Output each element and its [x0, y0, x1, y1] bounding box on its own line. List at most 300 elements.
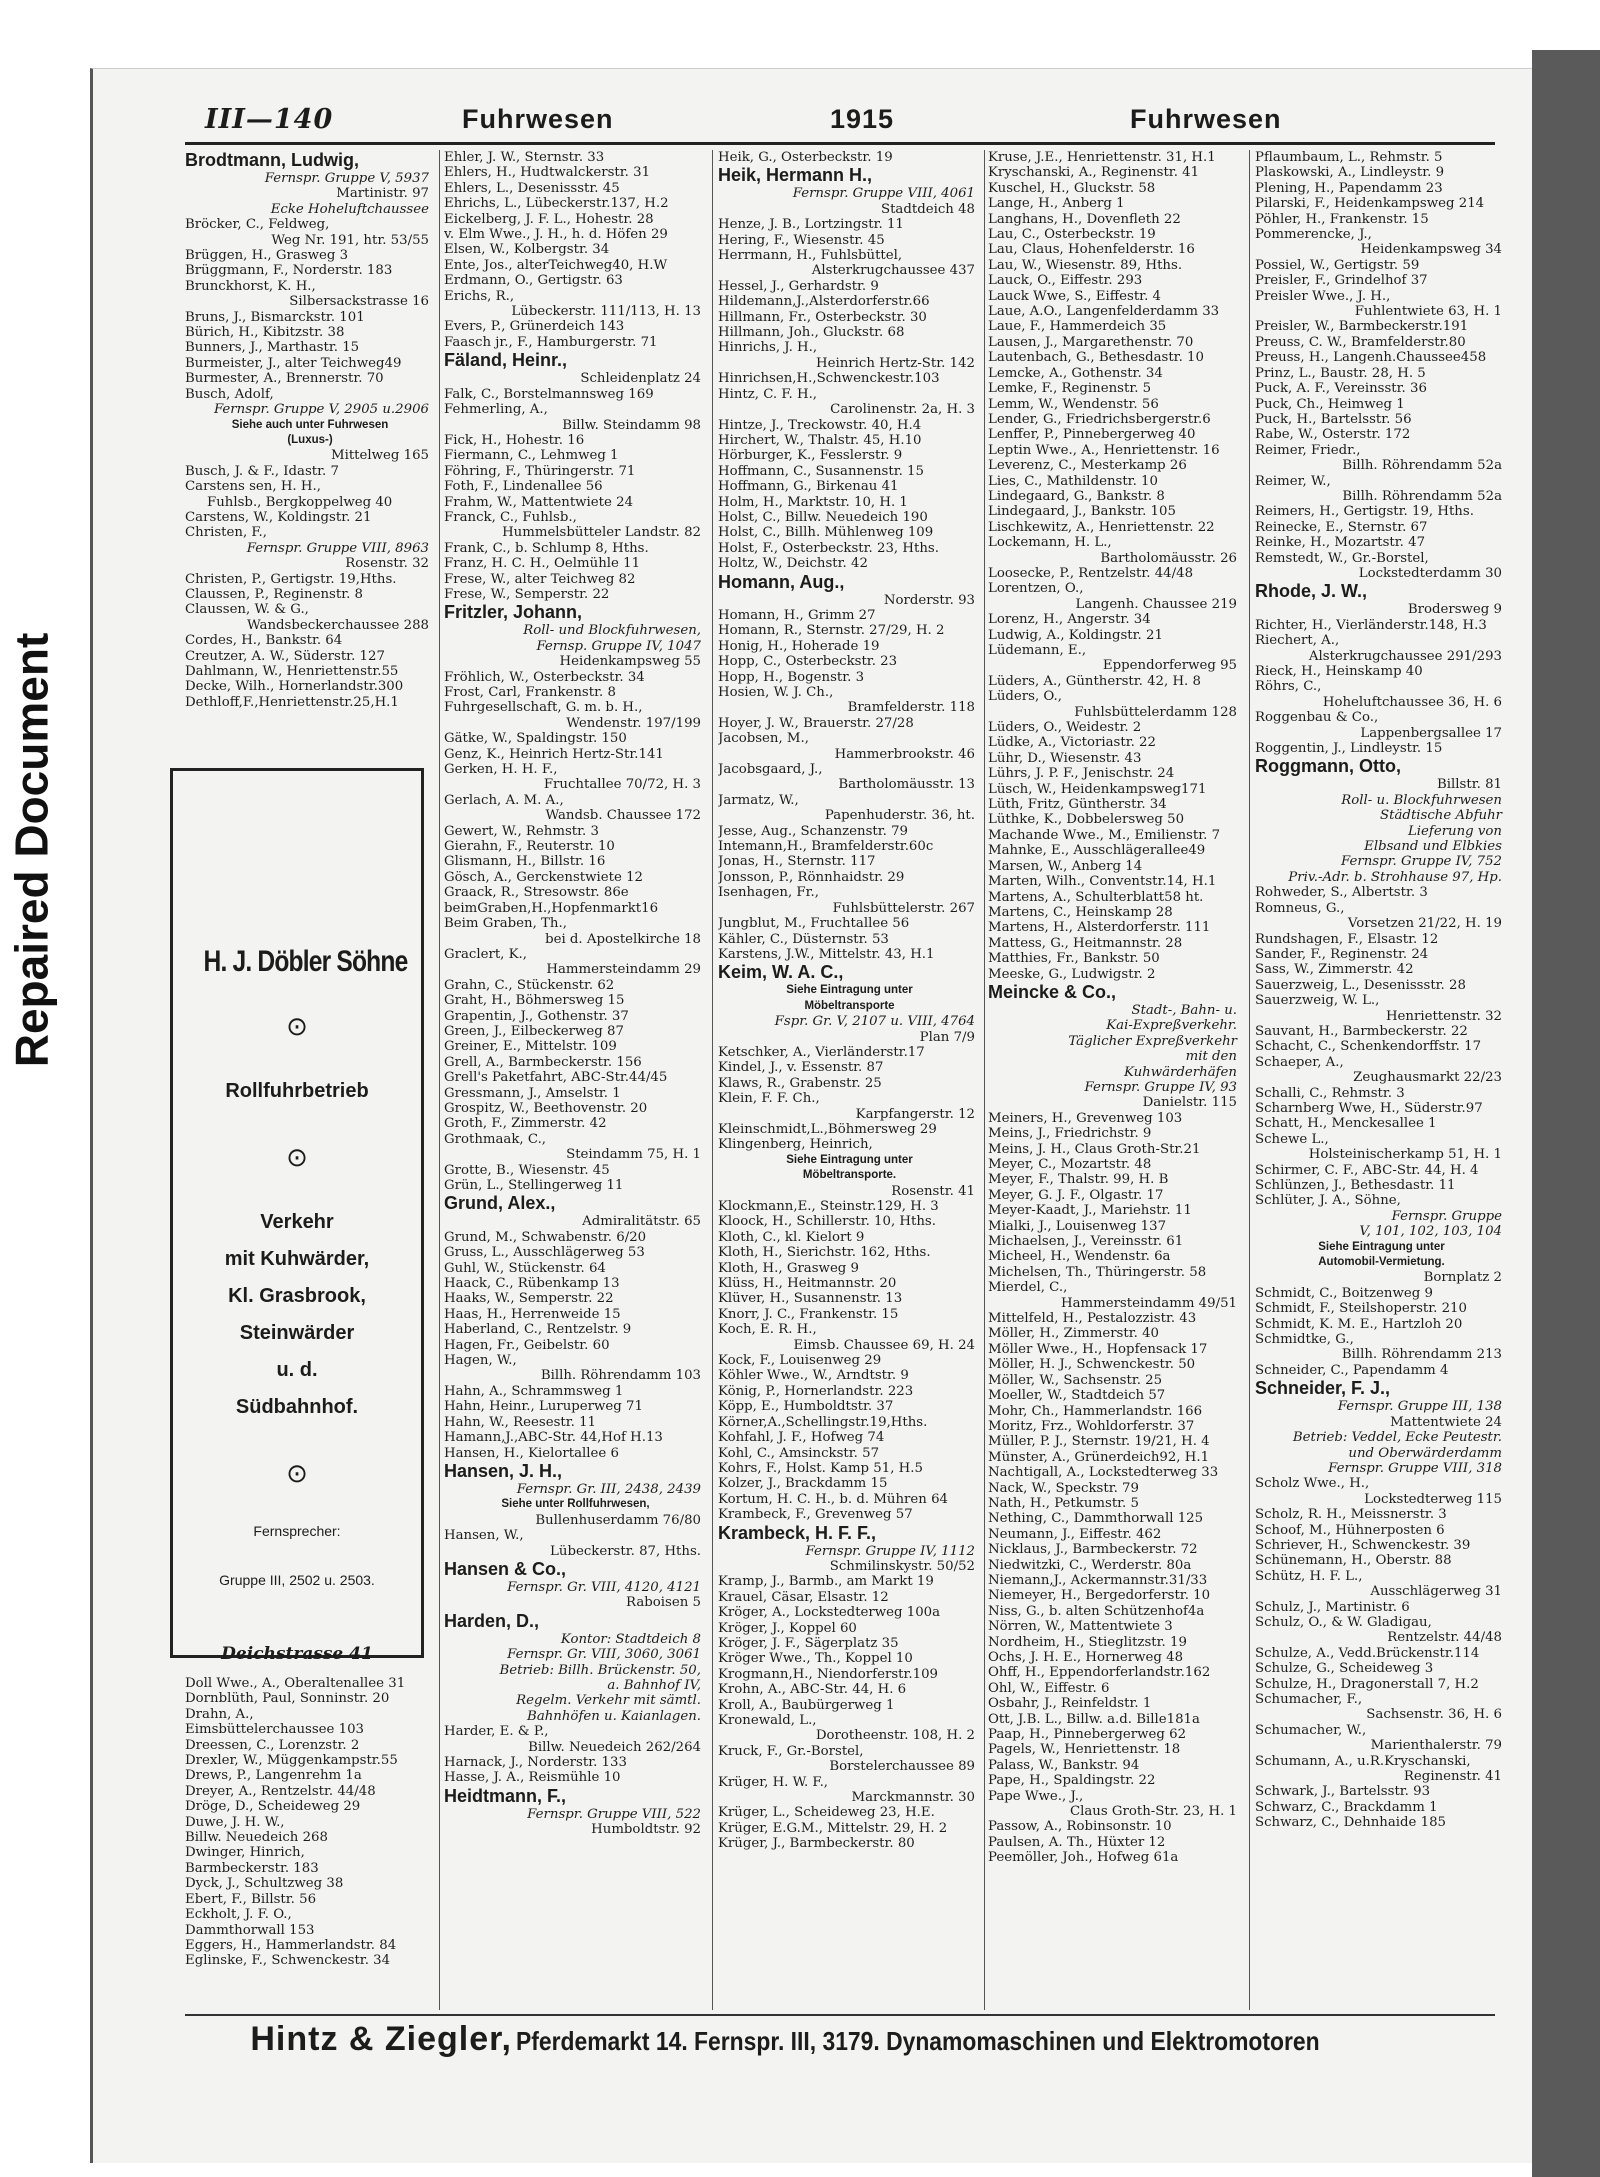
directory-line: Zeughausmarkt 22/23 [1353, 1070, 1502, 1086]
directory-line: Brüggen, H., Grasweg 3 [185, 248, 349, 264]
directory-line: Reginenstr. 41 [1403, 1769, 1502, 1785]
directory-line: Schwarz, C., Brackdamm 1 [1255, 1799, 1438, 1815]
directory-line: Holsteinischerkamp 51, H. 1 [1308, 1147, 1502, 1163]
directory-line: Haberland, C., Rentzelstr. 9 [444, 1322, 632, 1338]
ad-line: mit Kuhwärder, [224, 1248, 370, 1270]
directory-line: Reimer, W., [1255, 473, 1331, 489]
directory-line: Schumacher, W., [1255, 1722, 1367, 1738]
directory-line: Kryschanski, A., Reginenstr. 41 [988, 165, 1200, 181]
directory-line: Lüdemann, E., [988, 643, 1087, 658]
directory-line: Hahn, Heinr., Luruperweg 71 [444, 1399, 643, 1415]
directory-line: Eickelberg, J. F. L., Hohestr. 28 [444, 211, 654, 227]
directory-line: Fuhlsb., Bergkoppelweg 40 [207, 494, 393, 510]
directory-line: Hörburger, K., Fesslerstr. 9 [718, 448, 903, 464]
ornament-icon: ⊙ [286, 1011, 308, 1041]
directory-line: Fernspr. Gruppe III, 138 [1337, 1399, 1502, 1415]
directory-line: Rosenstr. 41 [891, 1183, 975, 1199]
directory-line: Krogmann,H., Niendorferstr.109 [718, 1666, 938, 1682]
entry-heading: Rhode, J. W., [1255, 581, 1368, 602]
directory-line: Schoof, M., Hühnerposten 6 [1255, 1522, 1445, 1538]
directory-line: Fuhrgesellschaft, G. m. b. H., [444, 700, 643, 716]
column-divider [439, 150, 440, 2010]
directory-line: Dethloff,F.,Henriettenstr.25,H.1 [185, 694, 399, 710]
directory-line: Krüger, L., Scheideweg 23, H.E. [718, 1805, 935, 1821]
directory-line: Mahnke, E., Ausschlägerallee49 [988, 843, 1206, 859]
directory-line: Hansen, W., [444, 1528, 524, 1544]
directory-line: Meyer, F., Thalstr. 99, H. B [988, 1172, 1169, 1188]
directory-line: Gierahn, F., Reuterstr. 10 [444, 839, 615, 855]
directory-line: Neumann, J., Eiffestr. 462 [988, 1526, 1162, 1542]
directory-line: Marckmannstr. 30 [851, 1790, 975, 1806]
directory-line: Klüss, H., Heitmannstr. 20 [718, 1276, 897, 1292]
directory-line: Reinecke, E., Sternstr. 67 [1255, 519, 1428, 535]
directory-line: Osbahr, J., Reinfeldstr. 1 [988, 1696, 1152, 1712]
ad-line: Steinwärder [239, 1322, 355, 1344]
directory-line: Ketschker, A., Vierländerstr.17 [718, 1044, 925, 1060]
directory-line: Alsterkrugchaussee 291/293 [1308, 648, 1502, 664]
directory-line: Schumann, A., u.R.Kryschanski, [1255, 1753, 1471, 1769]
directory-line: Hoheluftchaussee 36, H. 6 [1322, 694, 1502, 710]
directory-line: Schlünzen, J., Bethesdastr. 11 [1255, 1178, 1456, 1193]
directory-line: Schmidt, K. M. E., Hartzloh 20 [1255, 1316, 1463, 1332]
directory-line: Holst, C., Billh. Mühlenweg 109 [718, 525, 934, 541]
directory-line: Kruse, J.E., Henriettenstr. 31, H.1 [988, 150, 1216, 165]
directory-line: Plan 7/9 [919, 1029, 975, 1045]
directory-line: Fernspr. Gruppe IV, 752 [1341, 854, 1502, 870]
directory-line: Hillmann, Joh., Gluckstr. 68 [718, 325, 905, 341]
directory-line: Nath, H., Petkumstr. 5 [988, 1495, 1139, 1511]
directory-line: Wendenstr. 197/199 [566, 715, 701, 731]
directory-line: Lau, C., Osterbeckstr. 19 [988, 227, 1156, 243]
directory-line: Ehlers, L., Desenissstr. 45 [444, 180, 620, 196]
directory-line: Kortum, H. C. H., b. d. Mühren 64 [718, 1491, 948, 1507]
directory-line: Weg Nr. 191, htr. 53/55 [271, 232, 429, 248]
directory-line: Meyer-Kaadt, J., Mariehstr. 11 [988, 1203, 1192, 1219]
directory-line: Lübeckerstr. 87, Hths. [550, 1543, 701, 1559]
page-edge-gap [1500, 0, 1600, 50]
directory-line: mit den [1185, 1049, 1237, 1065]
directory-line: Leptin Wwe., A., Henriettenstr. 16 [988, 442, 1220, 458]
directory-line: (Luxus-) [287, 433, 333, 446]
directory-line: Carolinenstr. 2a, H. 3 [830, 402, 975, 418]
directory-line: Mittelfeld, H., Pestalozzistr. 43 [988, 1311, 1197, 1327]
directory-line: Hummelsbütteler Landstr. 82 [502, 525, 701, 541]
directory-line: Schwarz, C., Dehnhaide 185 [1255, 1815, 1447, 1831]
directory-line: Paap, H., Pinnebergerweg 62 [988, 1727, 1187, 1743]
directory-line: Jonas, H., Sternstr. 117 [718, 854, 876, 870]
column-divider [984, 150, 985, 2010]
directory-line: Hessel, J., Gerhardstr. 9 [718, 278, 879, 294]
directory-line: Kohl, C., Amsinckstr. 57 [718, 1445, 880, 1461]
directory-line: Mierdel, C., [988, 1280, 1068, 1296]
directory-line: Köpp, E., Humboldtstr. 37 [718, 1399, 894, 1415]
directory-line: Pagels, W., Henriettenstr. 18 [988, 1742, 1181, 1758]
directory-line: Fernspr. Gruppe VIII, 522 [527, 1806, 701, 1822]
directory-line: Ebert, F., Billstr. 56 [185, 1891, 317, 1907]
directory-line: Holst, F., Osterbeckstr. 23, Hths. [718, 540, 939, 556]
directory-line: Fruchtallee 70/72, H. 3 [543, 777, 701, 793]
directory-line: Grapentin, J., Gothenstr. 37 [444, 1008, 629, 1024]
directory-line: Nething, C., Dammthorwall 125 [988, 1511, 1204, 1527]
directory-line: Admiralitätstr. 65 [582, 1214, 701, 1230]
directory-line: Schumacher, F., [1255, 1692, 1363, 1707]
directory-line: Erichs, R., [444, 288, 515, 304]
directory-line: Heidenkampsweg 55 [559, 654, 701, 670]
directory-line: Barmbeckerstr. 183 [185, 1860, 319, 1876]
directory-line: Kröger, A., Lockstedterweg 100a [718, 1605, 941, 1621]
footer-advertisement [185, 2020, 1495, 2070]
directory-line: Frese, W., alter Teichweg 82 [444, 571, 636, 587]
directory-line: bei d. Apostelkirche 18 [545, 931, 701, 947]
directory-line: Hoffmann, C., Susannenstr. 15 [718, 463, 924, 479]
directory-line: Bornplatz 2 [1423, 1270, 1502, 1286]
ad-service: Rollfuhrbetrieb [225, 1080, 369, 1102]
directory-line: Fehmerling, A., [444, 402, 548, 418]
directory-line: Richter, H., Vierländerstr.148, H.3 [1255, 617, 1487, 633]
directory-line: a. Bahnhof IV, [607, 1677, 701, 1693]
directory-line: Fiermann, C., Lehmweg 1 [444, 448, 619, 464]
directory-line: Pöhler, H., Frankenstr. 15 [1255, 211, 1429, 227]
directory-line: Fernspr. Gruppe V, 5937 [264, 171, 429, 186]
directory-line: Bartholomäusstr. 13 [838, 777, 975, 793]
directory-line: Hintze, J., Treckowstr. 40, H.4 [718, 417, 922, 433]
directory-line: Kramp, J., Barmb., am Markt 19 [718, 1574, 934, 1590]
entry-heading: Homann, Aug., [718, 571, 845, 592]
footer-text: Pferdemarkt 14. Fernspr. III, 3179. Dynamomaschinen und Elektromotoren [516, 2026, 1321, 2056]
entry-heading: Keim, W. A. C., [718, 962, 844, 983]
directory-line: Dyck, J., Schultzweg 38 [185, 1876, 344, 1892]
directory-line: Karstens, J.W., Mittelstr. 43, H.1 [718, 946, 935, 962]
directory-line: Glismann, H., Billstr. 16 [444, 854, 606, 870]
footer-rule [185, 2014, 1495, 2016]
directory-line: Lau, Claus, Hohenfelderstr. 16 [988, 242, 1195, 258]
directory-line: Bartholomäusstr. 26 [1100, 550, 1237, 566]
directory-line: Langhans, H., Dovenfleth 22 [988, 211, 1181, 227]
directory-line: Betrieb: Billh. Brückenstr. 50, [499, 1662, 701, 1678]
directory-line: Mattentwiete 24 [1390, 1414, 1502, 1430]
directory-line: Schütz, H. F. L., [1255, 1568, 1363, 1584]
directory-line: Foth, F., Lindenallee 56 [444, 479, 603, 495]
directory-line: Lüders, O., Weidestr. 2 [988, 720, 1142, 736]
entry-heading: Hansen & Co., [444, 1558, 567, 1579]
directory-line: Martens, C., Heinskamp 28 [988, 904, 1173, 920]
directory-line: Michaelsen, J., Vereinsstr. 61 [988, 1234, 1184, 1250]
directory-line: Drexler, W., Müggenkampstr.55 [185, 1753, 398, 1769]
directory-line: Heik, G., Osterbeckstr. 19 [718, 150, 893, 165]
directory-line: Drews, P., Langenrehm 1a [185, 1768, 362, 1784]
directory-line: Bröcker, C., Feldweg, [185, 217, 330, 233]
directory-line: Fernspr. Gruppe VIII, 318 [1328, 1460, 1502, 1476]
directory-line: Bruns, J., Bismarckstr. 101 [185, 309, 365, 325]
directory-line: Remstedt, W., Gr.-Borstel, [1255, 550, 1429, 566]
directory-line: Schulz, J., Martinistr. 6 [1255, 1599, 1410, 1615]
directory-line: Moritz, Frz., Wohldorferstr. 37 [988, 1418, 1195, 1434]
directory-line: Guhl, W., Stückenstr. 64 [444, 1260, 606, 1276]
directory-line: Humboldtstr. 92 [591, 1822, 701, 1838]
directory-line: Graht, H., Böhmersweg 15 [444, 993, 625, 1009]
directory-line: Fuhlentwiete 63, H. 1 [1354, 304, 1502, 320]
ad-firm-name: H. J. Döbler Söhne [203, 945, 408, 978]
ornament-icon: ⊙ [286, 1458, 308, 1488]
directory-line: Klein, F. F. Ch., [718, 1091, 820, 1107]
directory-line: Ehlers, H., Hudtwalckerstr. 31 [444, 165, 651, 181]
directory-line: Grell, A., Barmbeckerstr. 156 [444, 1054, 642, 1070]
directory-line: Niemann,J., Ackermannstr.31/33 [988, 1572, 1208, 1588]
directory-line: Meyer, G. J. F., Olgastr. 17 [988, 1187, 1164, 1203]
directory-line: Stadtdeich 48 [880, 201, 975, 217]
directory-line: Krüger, H. W. F., [718, 1774, 829, 1790]
side-label [6, 590, 56, 1110]
directory-line: Lüders, O., [988, 689, 1062, 705]
directory-line: Meyer, C., Mozartstr. 48 [988, 1157, 1152, 1172]
directory-line: Drahn, A., [185, 1706, 254, 1722]
directory-line: Micheel, H., Wendenstr. 6a [988, 1249, 1171, 1265]
directory-line: Hansen, H., Kielortallee 6 [444, 1445, 619, 1461]
directory-line: Kock, F., Louisenweg 29 [718, 1353, 882, 1369]
directory-line: Fernspr. Gruppe VIII, 8963 [246, 540, 429, 556]
directory-line: Schneider, C., Papendamm 4 [1255, 1362, 1449, 1378]
directory-line: Billh. Röhrendamm 213 [1341, 1347, 1502, 1363]
directory-line: Preisler, W., Barmbeckerstr.191 [1255, 319, 1469, 335]
directory-line: Machande Wwe., M., Emilienstr. 7 [988, 827, 1221, 843]
side-label-text: Repaired Document [5, 632, 57, 1068]
directory-line: Gätke, W., Spaldingstr. 150 [444, 731, 627, 747]
directory-line: Kloth, C., kl. Kielort 9 [718, 1229, 865, 1245]
directory-line: Schünemann, H., Oberstr. 88 [1255, 1553, 1452, 1569]
directory-line: Possiel, W., Gertigstr. 59 [1255, 257, 1420, 273]
directory-line: Siehe unter Rollfuhrwesen, [501, 1498, 650, 1511]
directory-line: Mittelweg 165 [330, 448, 429, 464]
directory-line: Puck, H., Bartelsstr. 56 [1255, 411, 1412, 427]
directory-line: Bahnhöfen u. Kaianlagen. [527, 1708, 701, 1724]
ad-line: u. d. [276, 1359, 318, 1381]
directory-line: Lühr, D., Wiesenstr. 43 [988, 750, 1142, 766]
directory-line: Kloock, H., Schillerstr. 10, Hths. [718, 1214, 936, 1230]
directory-line: Karpfangerstr. 12 [855, 1106, 975, 1122]
directory-line: Lauck Wwe, S., Eiffestr. 4 [988, 288, 1161, 304]
directory-line: Herrmann, H., Fuhlsbüttel, [718, 248, 903, 264]
directory-line: Lorenz, H., Angerstr. 34 [988, 612, 1151, 628]
directory-line: Claus Groth-Str. 23, H. 1 [1069, 1804, 1237, 1820]
directory-line: Honig, H., Hoherade 19 [718, 638, 880, 654]
directory-line: Christen, P., Gertigstr. 19,Hths. [185, 571, 397, 587]
directory-line: Klüver, H., Susannenstr. 13 [718, 1291, 903, 1307]
directory-line: Frese, W., Semperstr. 22 [444, 586, 610, 602]
directory-line: Genz, K., Heinrich Hertz-Str.141 [444, 746, 664, 762]
directory-line: Billw. Steindamm 98 [562, 417, 701, 433]
directory-line: Hagen, Fr., Geibelstr. 60 [444, 1337, 610, 1353]
directory-line: Meiners, H., Grevenweg 103 [988, 1110, 1183, 1126]
directory-line: Frost, Carl, Frankenstr. 8 [444, 685, 616, 700]
directory-line: Fernspr. Gruppe [1391, 1208, 1502, 1224]
directory-line: Ohff, H., Eppendorferlandstr.162 [988, 1665, 1211, 1681]
directory-line: Hirchert, W., Thalstr. 45, H.10 [718, 432, 922, 448]
directory-line: Ohl, W., Eiffestr. 6 [988, 1680, 1110, 1696]
directory-line: Pape, H., Spaldingstr. 22 [988, 1773, 1156, 1789]
directory-line: Fernspr. Gr. III, 2438, 2439 [516, 1481, 701, 1497]
page-number: III—140 [205, 104, 334, 135]
directory-line: Lemke, F., Reginenstr. 5 [988, 381, 1152, 397]
directory-line: Prinz, L., Baustr. 28, H. 5 [1255, 365, 1426, 381]
directory-line: Eimsbüttelerchaussee 103 [185, 1722, 364, 1738]
column-2 [444, 150, 707, 2010]
directory-line: Kruck, F., Gr.-Borstel, [718, 1743, 864, 1759]
directory-line: Scharnberg Wwe, H., Süderstr.97 [1255, 1100, 1483, 1116]
column-divider [712, 150, 713, 2010]
directory-line: Ecke Hoheluftchaussee [270, 201, 429, 217]
directory-line: Klockmann,E., Steinstr.129, H. 3 [718, 1199, 939, 1214]
directory-line: Möller Wwe., H., Hopfensack 17 [988, 1341, 1208, 1357]
directory-line: Pommerencke, J., [1255, 227, 1372, 243]
directory-line: Siehe Eintragung unter [1318, 1240, 1445, 1253]
column-3 [718, 150, 981, 2010]
directory-line: Dreessen, C., Lorenzstr. 2 [185, 1737, 360, 1753]
directory-line: Möbeltransporte. [802, 1169, 897, 1182]
directory-line: Jungblut, M., Fruchtallee 56 [718, 916, 910, 932]
directory-line: und Oberwärderdamm [1348, 1445, 1502, 1461]
directory-line: Mattess, G., Heitmannstr. 28 [988, 935, 1183, 951]
directory-line: Claussen, W. & G., [185, 602, 309, 618]
directory-line: Claussen, P., Reginenstr. 8 [185, 586, 364, 602]
directory-line: Riechert, A., [1255, 633, 1340, 649]
entry-heading: Meincke & Co., [988, 981, 1117, 1002]
directory-line: Schmidt, F., Steilshoperstr. 210 [1255, 1301, 1467, 1317]
directory-line: Möller, H., Zimmerstr. 40 [988, 1326, 1159, 1342]
directory-line: Hinrichs, J. H., [718, 340, 818, 356]
directory-line: Bunners, J., Marthastr. 15 [185, 340, 360, 356]
directory-line: Kröger, J. F., Sägerplatz 35 [718, 1635, 899, 1651]
directory-line: Lies, C., Mathildenstr. 10 [988, 473, 1158, 489]
directory-line: Kröger, J., Koppel 60 [718, 1620, 857, 1636]
directory-line: Jarmatz, W., [718, 792, 799, 808]
directory-line: Hammersteindamm 29 [546, 962, 701, 978]
directory-line: Ochs, J. H. E., Hornerweg 48 [988, 1650, 1184, 1665]
directory-line: Reimers, H., Gertigstr. 19, Hths. [1255, 504, 1474, 520]
directory-line: Cordes, H., Bankstr. 64 [185, 633, 343, 649]
directory-line: Reimer, Friedr., [1255, 442, 1361, 458]
directory-line: Martens, A., Schulterblatt58 ht. [988, 889, 1204, 905]
directory-line: Eggers, H., Hammerlandstr. 84 [185, 1937, 397, 1953]
directory-line: Eppendorferweg 95 [1102, 658, 1237, 674]
directory-line: Lockemann, H. L., [988, 535, 1112, 551]
directory-line: Automobil-Vermietung. [1318, 1256, 1445, 1269]
directory-line: Lüsch, W., Heidenkampsweg171 [988, 781, 1207, 797]
directory-line: Laue, A.O., Langenfelderdamm 33 [988, 304, 1220, 320]
directory-line: Betrieb: Veddel, Ecke Peutestr. [1292, 1430, 1502, 1446]
directory-line: Lappenbergsallee 17 [1360, 725, 1502, 741]
directory-line: Green, J., Eilbeckerweg 87 [444, 1023, 624, 1039]
directory-line: Dreyer, A., Rentzelstr. 44/48 [185, 1783, 376, 1799]
directory-line: Schmidtke, G., [1255, 1332, 1354, 1348]
directory-line: Müller, P. J., Sternstr. 19/21, H. 4 [988, 1434, 1210, 1450]
ad-line: Verkehr [260, 1211, 334, 1233]
directory-line: Billh. Röhrendamm 103 [540, 1368, 701, 1384]
directory-line: Nack, W., Speckstr. 79 [988, 1480, 1139, 1496]
directory-line: Hamann,J.,ABC-Str. 44,Hof H.13 [444, 1430, 663, 1446]
directory-line: Henriettenstr. 32 [1385, 1008, 1502, 1024]
directory-line: Siehe Eintragung unter [786, 1153, 913, 1166]
directory-line: Fernspr. Gr. VIII, 4120, 4121 [507, 1579, 701, 1595]
directory-line: Eckholt, J. F. O., [185, 1907, 292, 1923]
directory-line: Puck, A. F., Vereinsstr. 36 [1255, 381, 1427, 397]
directory-line: Grün, L., Stellingerweg 11 [444, 1178, 624, 1193]
directory-line: Roggentin, J., Lindleystr. 15 [1255, 741, 1443, 757]
directory-line: Marienthalerstr. 79 [1370, 1738, 1502, 1754]
directory-line: Rieck, H., Heinskamp 40 [1255, 664, 1423, 679]
directory-line: Lau, W., Wiesenstr. 89, Hths. [988, 257, 1183, 273]
directory-line: Carstens sen, H. H., [185, 479, 321, 495]
directory-line: Grund, M., Schwabenstr. 6/20 [444, 1229, 647, 1245]
directory-line: Billw. Neuedeich 268 [185, 1830, 328, 1846]
column-1-continued [185, 1676, 435, 1969]
directory-line: Borstelerchaussee 89 [829, 1759, 975, 1775]
column-divider [1249, 150, 1250, 2010]
directory-line: Nicklaus, J., Barmbeckerstr. 72 [988, 1542, 1198, 1558]
directory-line: Krüger, E.G.M., Mittelstr. 29, H. 2 [718, 1820, 948, 1836]
directory-line: Schleidenplatz 24 [580, 371, 701, 387]
directory-line: Pape Wwe., J., [988, 1788, 1084, 1804]
directory-line: Preuss, H., Langenh.Chaussee458 [1255, 350, 1487, 366]
directory-line: Möller, H. J., Schwenckestr. 50 [988, 1357, 1196, 1373]
directory-line: Erdmann, O., Gertigstr. 63 [444, 273, 623, 289]
directory-line: Täglicher Expreßverkehr [1068, 1033, 1237, 1049]
directory-line: Marten, Wilh., Conventstr.14, H.1 [988, 874, 1217, 890]
directory-line: Lührs, J. P. F., Jenischstr. 24 [988, 766, 1175, 782]
directory-line: Kroll, A., Baubürgerweg 1 [718, 1697, 895, 1713]
header-rule [185, 142, 1495, 145]
directory-line: Bullenhuserdamm 76/80 [535, 1512, 701, 1528]
directory-line: Hasse, J. A., Reismühle 10 [444, 1770, 621, 1786]
advertisement-box [170, 768, 424, 1664]
directory-line: Kuhwärderhäfen [1123, 1064, 1237, 1080]
directory-line: Marsen, W., Anberg 14 [988, 858, 1143, 874]
directory-line: Sachsenstr. 36, H. 6 [1366, 1707, 1502, 1723]
directory-line: Hildemann,J.,Alsterdorferstr.66 [718, 294, 930, 310]
directory-line: Schaeper, A., [1255, 1054, 1344, 1070]
directory-line: Brüggmann, F., Norderstr. 183 [185, 263, 393, 279]
directory-line: Scholz Wwe., H., [1255, 1476, 1370, 1492]
directory-line: Kähler, C., Düsternstr. 53 [718, 931, 889, 947]
directory-line: Doll Wwe., A., Oberaltenallee 31 [185, 1676, 406, 1691]
directory-line: Puck, Ch., Heimweg 1 [1255, 396, 1405, 412]
directory-line: Henze, J. B., Lortzingstr. 11 [718, 217, 904, 233]
directory-line: Lemm, W., Wendenstr. 56 [988, 396, 1159, 412]
directory-line: Frank, C., b. Schlump 8, Hths. [444, 540, 649, 556]
directory-line: Münster, A., Grünerdeich92, H.1 [988, 1449, 1210, 1465]
entry-heading: Schneider, F. J., [1255, 1378, 1391, 1399]
directory-line: Brunckhorst, K. H., [185, 278, 316, 294]
directory-line: Elbsand und Elbkies [1364, 839, 1502, 855]
directory-line: Röhrs, C., [1255, 679, 1322, 695]
directory-line: Duwe, J. H. W., [185, 1814, 285, 1830]
directory-line: Martens, H., Alsterdorferstr. 111 [988, 920, 1211, 936]
directory-line: Kohfahl, J. F., Hofweg 74 [718, 1430, 885, 1446]
directory-line: Sauerzweig, W. L., [1255, 993, 1380, 1009]
entry-heading: Fäland, Heinr., [444, 350, 568, 371]
directory-line: Gerken, H. H. F., [444, 762, 558, 778]
directory-line: Sass, W., Zimmerstr. 42 [1255, 962, 1414, 978]
directory-line: Rentzelstr. 44/48 [1387, 1630, 1502, 1646]
directory-line: Moeller, W., Stadtdeich 57 [988, 1388, 1166, 1404]
directory-line: Kleinschmidt,L.,Böhmersweg 29 [718, 1121, 937, 1137]
directory-line: Passow, A., Robinsonstr. 10 [988, 1819, 1172, 1835]
directory-line: Sander, F., Reginenstr. 24 [1255, 946, 1429, 962]
directory-line: Dahlmann, W., Henriettenstr.55 [185, 664, 399, 679]
directory-line: Schulz, O., & W. Gladigau, [1255, 1614, 1432, 1630]
directory-line: Fernspr. Gruppe IV, 1112 [805, 1543, 975, 1559]
directory-line: Bürich, H., Kibitzstr. 38 [185, 325, 345, 341]
directory-line: Fernsp. Gruppe IV, 1047 [536, 638, 701, 654]
